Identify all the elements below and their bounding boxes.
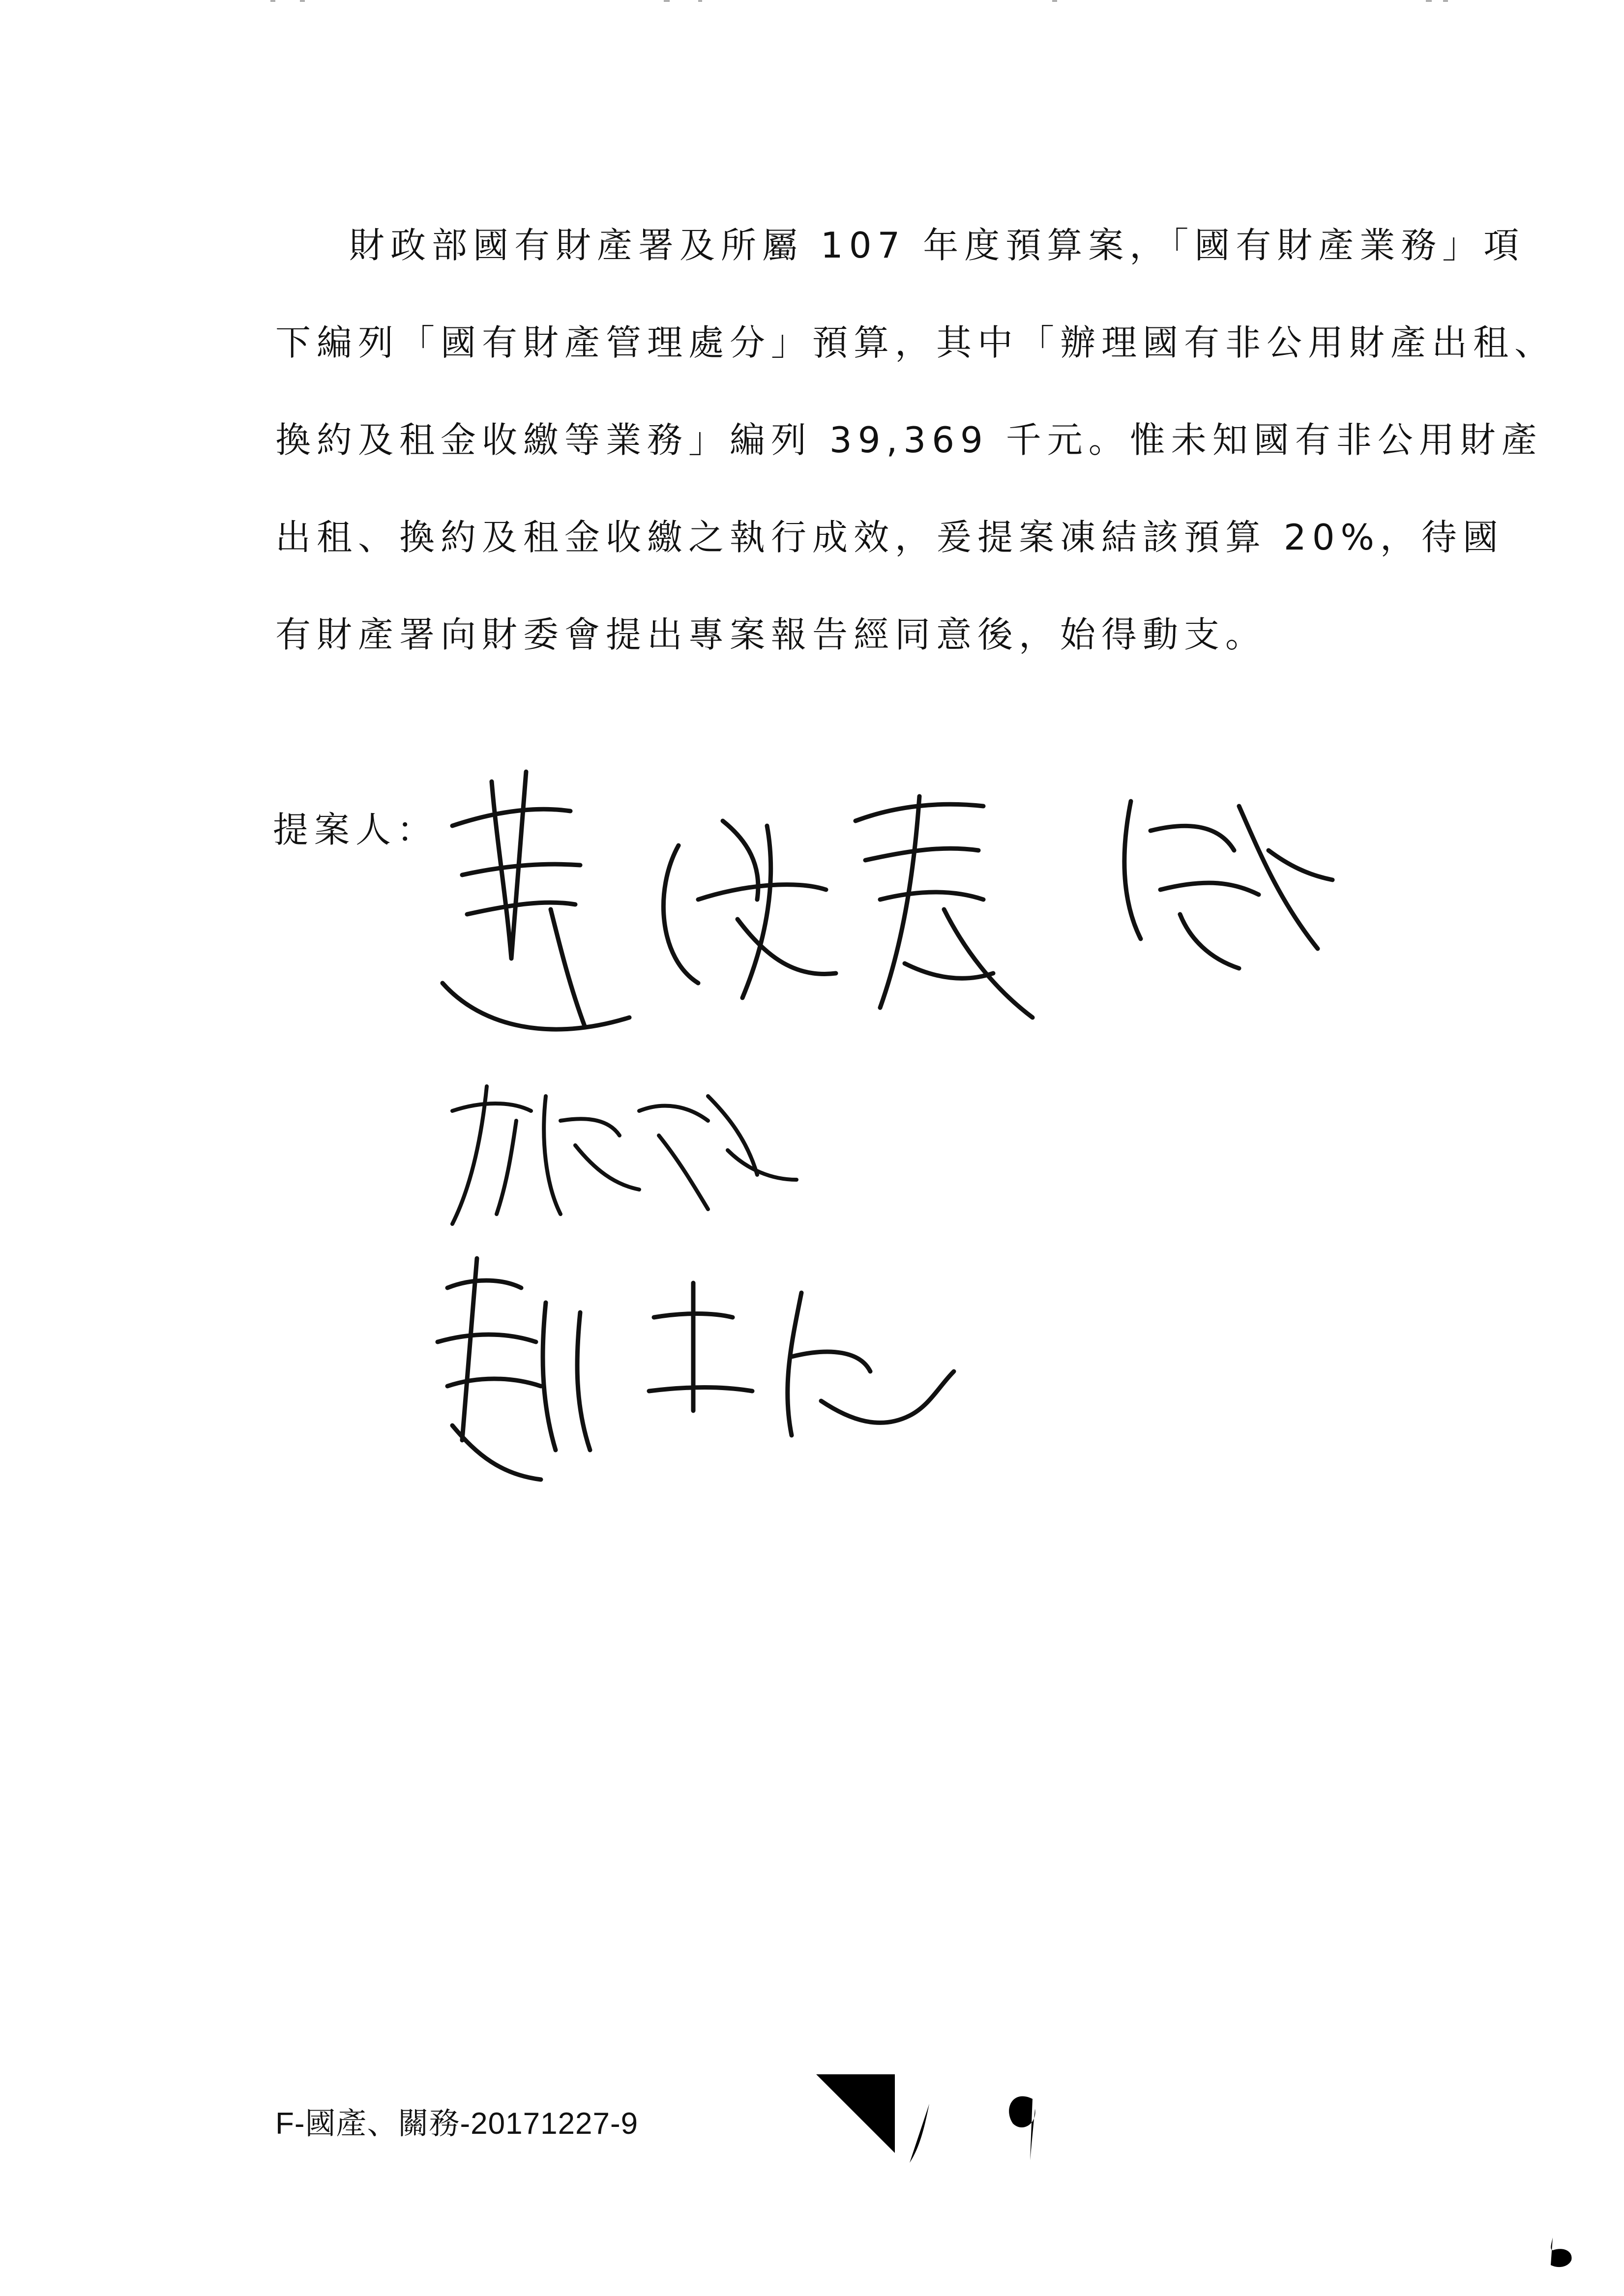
handwritten-signature <box>423 752 1382 1047</box>
body-line: 出租、換約及租金收繳之執行成效，爰提案凍結該預算 20%，待國 <box>275 517 1504 558</box>
handwritten-signature <box>433 1067 806 1234</box>
proposer-label: 提案人： <box>273 809 439 850</box>
scan-edge-marks <box>0 0 1624 10</box>
document-code: F-國產、關務-20171227-9 <box>275 2107 639 2141</box>
body-line: 下編列「國有財產管理處分」預算，其中「辦理國有非公用財產出租、 <box>275 322 1556 363</box>
body-line: 換約及租金收繳等業務」編列 39,369 千元。惟未知國有非公用財產 <box>275 419 1543 461</box>
handwritten-note <box>806 2055 1042 2170</box>
proposal-body-text <box>275 197 1556 683</box>
body-line: 財政部國有財產署及所屬 107 年度預算案，「國有財產業務」項 <box>349 225 1525 266</box>
handwritten-page-number <box>1529 2232 1583 2273</box>
body-line: 有財產署向財委會提出專案報告經同意後，始得動支。 <box>275 614 1267 655</box>
handwritten-signature <box>418 1244 959 1489</box>
